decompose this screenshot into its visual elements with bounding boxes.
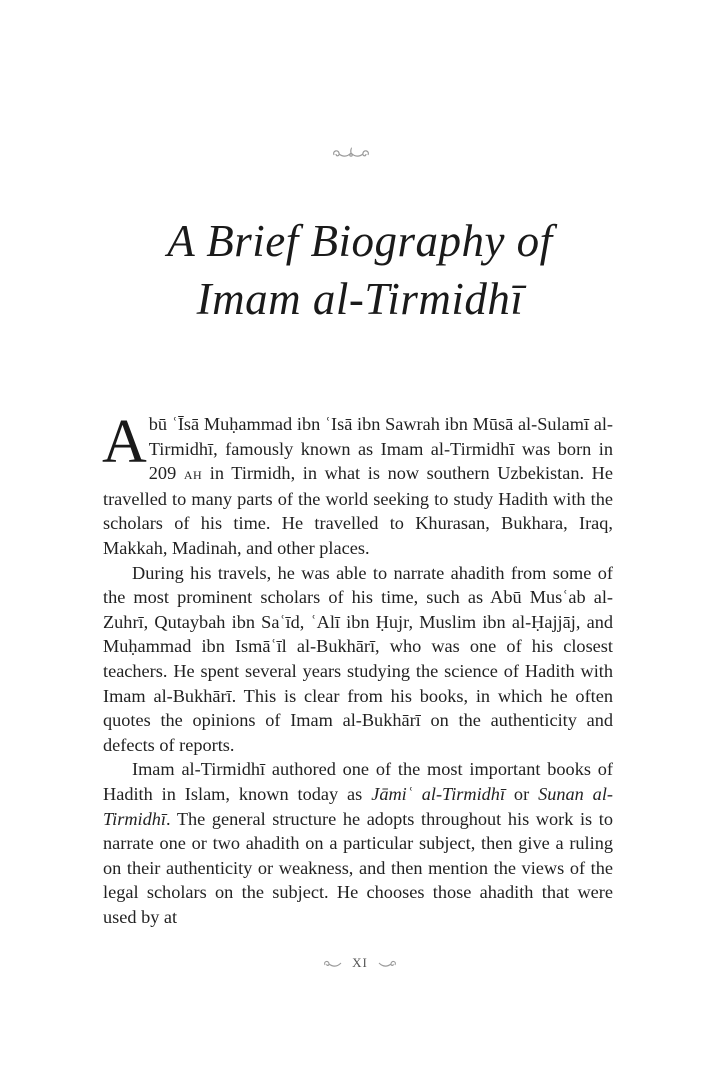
paragraph-3: Imam al-Tirmidhī authored one of the most important books of Hadith in Islam, known today as Jāmiʿ al-Tirmidhī or Sunan al-Tirmidhī. The general structure he adopts throughout his work is to narrate one or two ahadith on a particular subject, then give a ruling on their authenticity or weakness, and then mention the views of the legal scholars on the subject. He chooses those ahadith that were used by at bbox=[103, 759, 613, 927]
era-abbreviation: ah bbox=[183, 464, 203, 484]
chapter-title bbox=[0, 212, 720, 328]
book-title-alt: Sunan al-Tirmidhī bbox=[103, 783, 613, 829]
flourish-ornament-icon bbox=[330, 146, 372, 160]
chapter-title-line-2: Imam al-Tirmidhī bbox=[196, 274, 524, 324]
book-title: Jāmiʿ al-Tirmidhī bbox=[371, 783, 506, 804]
paragraph-1: Abū ʿĪsā Muḥammad ibn ʿIsā ibn Sawrah ibn Mūsā al-Sulamī al-Tirmidhī, famously known as Imam al-Tirmidhī was born in 209 ah in Tirmidh, in what is now southern Uzbekistan. He travelled to many parts of the world seeking to study Hadith with the scholars of his time. He travelled to Khurasan, Bukhara, Iraq, Makkah, Madinah, and other places. bbox=[102, 408, 613, 558]
paragraph-2: During his travels, he was able to narrate ahadith from some of the most prominent scholars of his time, such as Abū Musʿab al-Zuhrī, Qutaybah ibn Saʿīd, ʿAlī ibn Ḥujr, Muslim ibn al-Ḥajjāj, and Muḥammad ibn Ismāʿīl al-Bukhārī, who was one of his closest teachers. He spent several years studying the science of Hadith with Imam al-Bukhārī. This is clear from his books, in which he often quotes the opinions of Imam al-Bukhārī on the authenticity and defects of reports. bbox=[103, 562, 613, 755]
chapter-title-line-1: A Brief Biography of bbox=[167, 216, 553, 266]
drop-cap: A bbox=[102, 408, 147, 476]
page-footer bbox=[0, 955, 720, 971]
body-text bbox=[102, 408, 613, 929]
right-flourish-icon bbox=[376, 958, 398, 968]
page-number: XI bbox=[352, 955, 368, 970]
left-flourish-icon bbox=[322, 958, 344, 968]
